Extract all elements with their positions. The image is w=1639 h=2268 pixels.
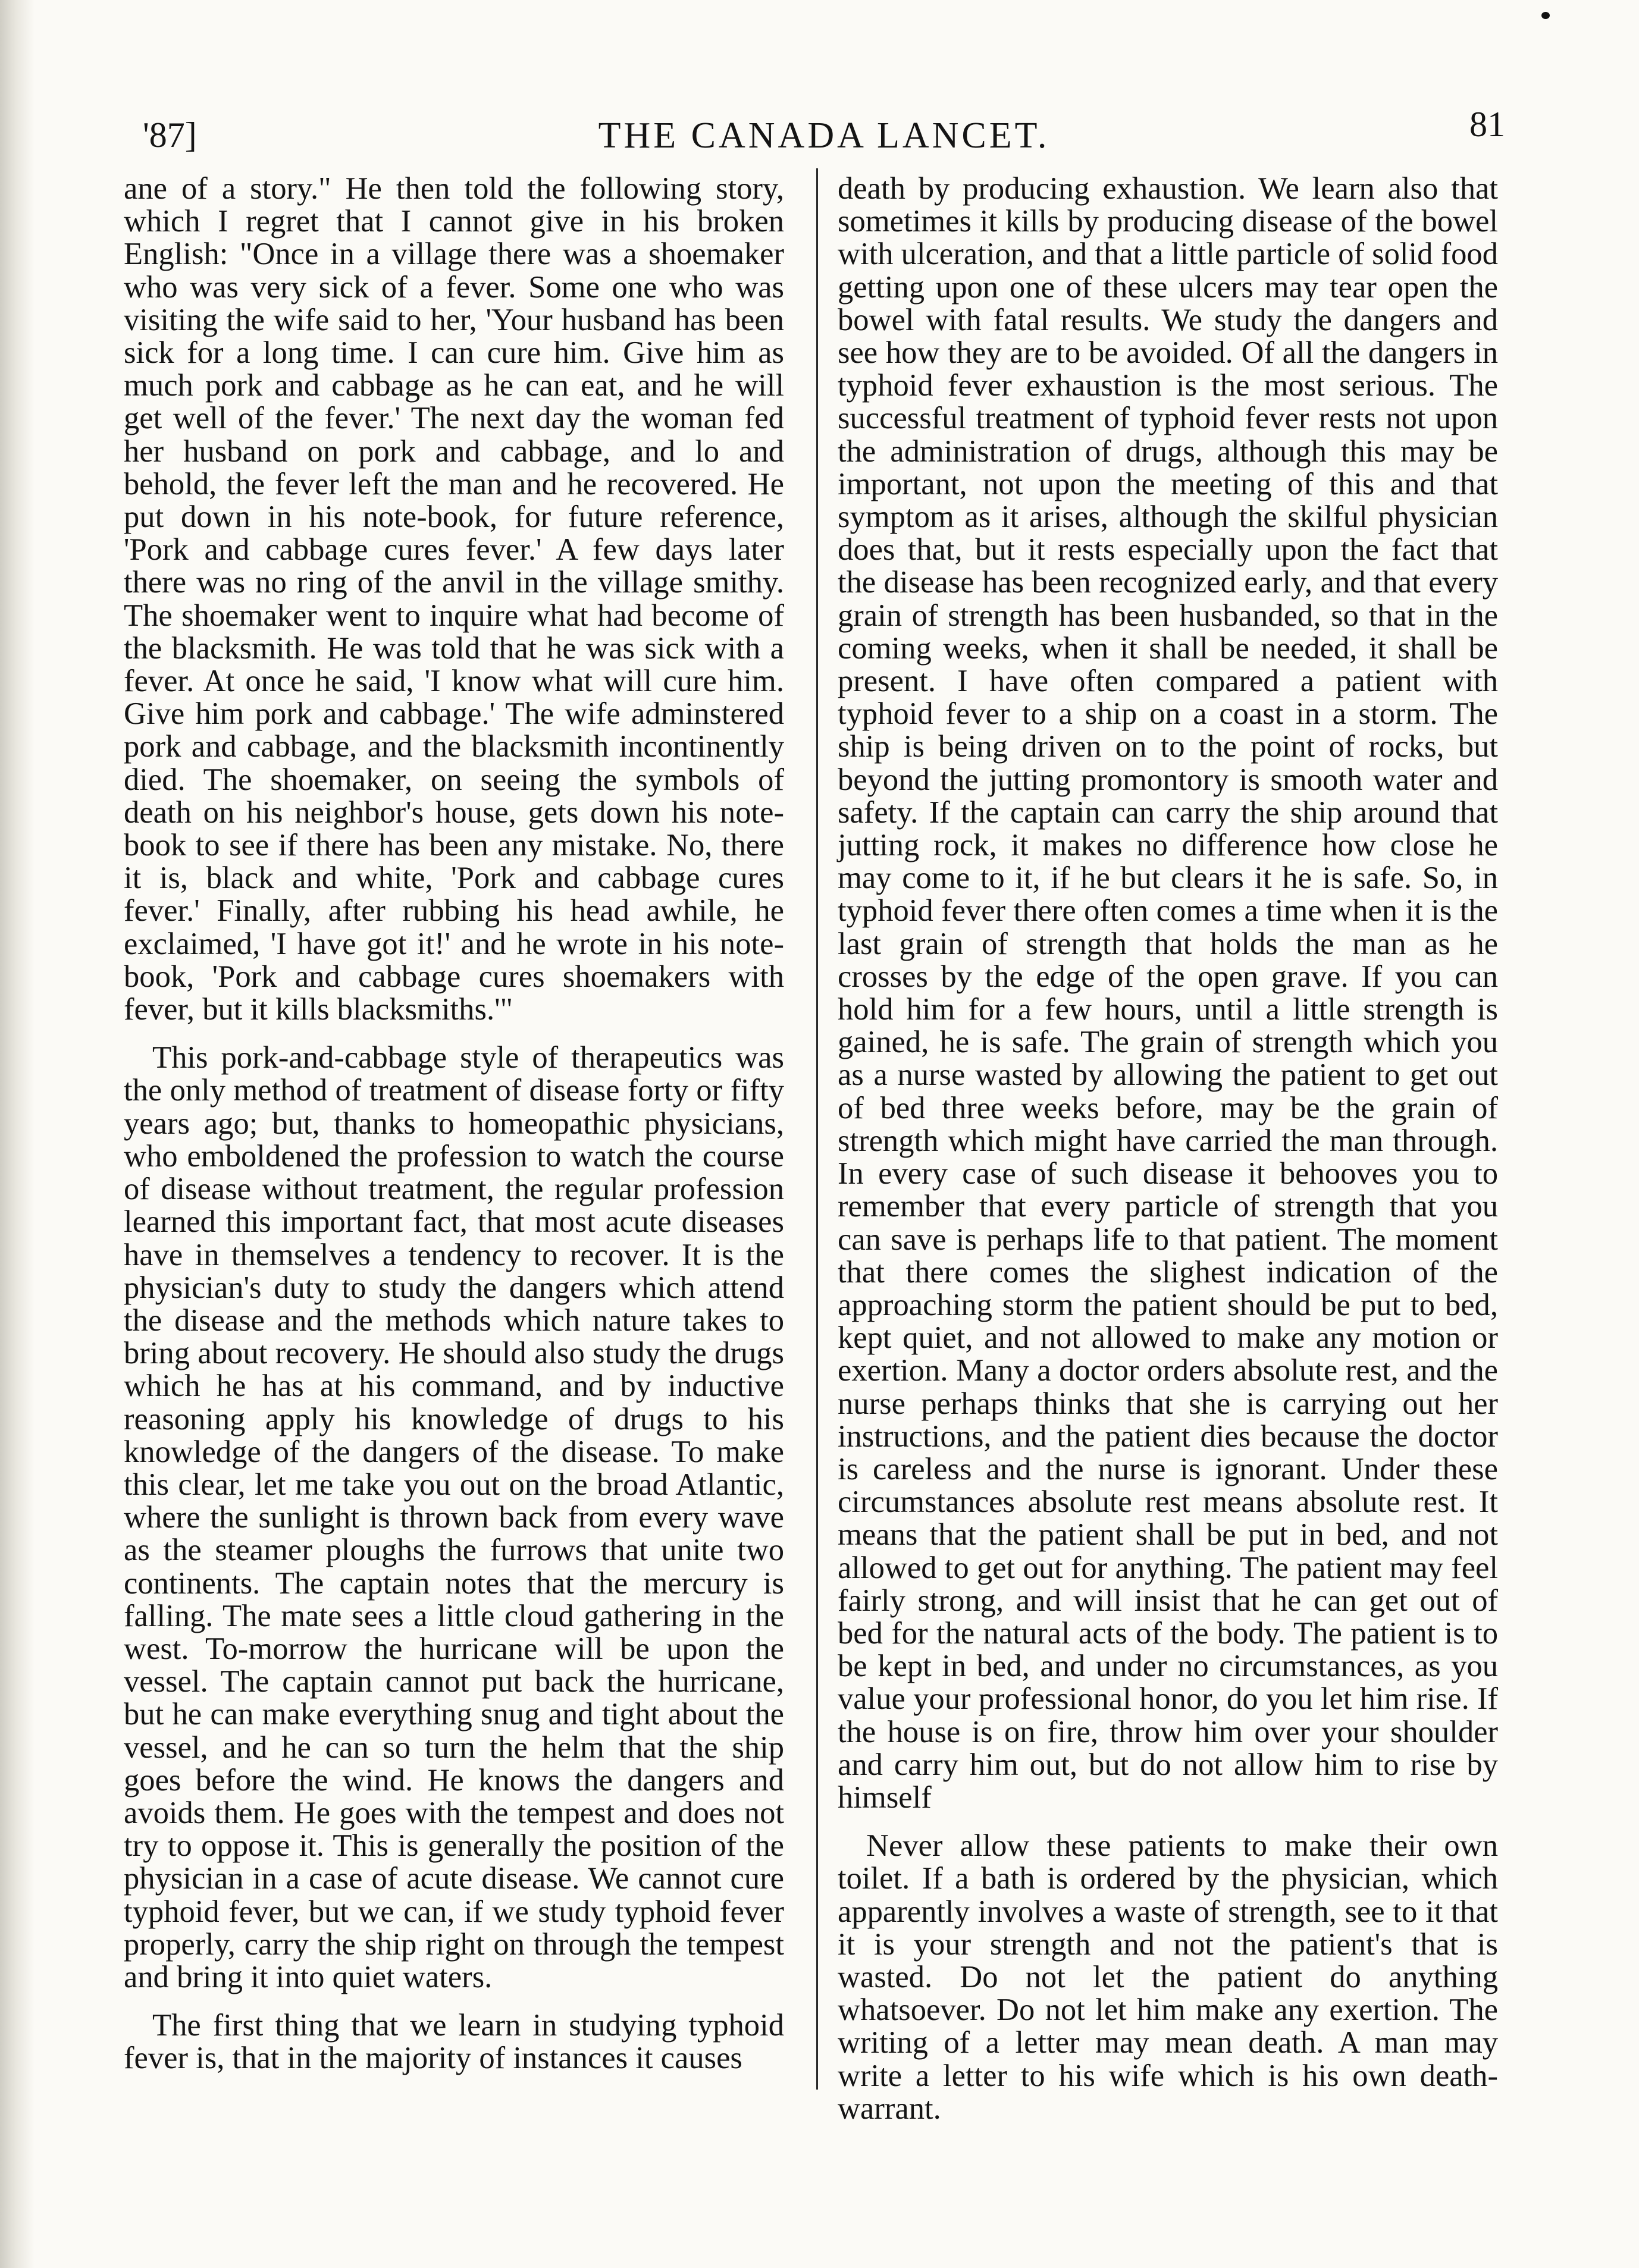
page-edge-shadow (0, 0, 35, 2268)
paragraph-typhoid-intro: The first thing that we learn in studying typhoid fever is, that in the majority of instances it causes (124, 2008, 784, 2076)
paragraph-exhaustion: death by producing exhaustion. We learn also that sometimes it kills by producing disease of the bowel with ulceration, and that a little particle of solid food getting upon one of these ulcers may tear open the bowel with fatal results. We study the dangers and see how they are to be avoided. Of all the dangers in typhoid fever exhaustion is the most serious. The successful treatment of typhoid fever rests not upon the administration of drugs, although this may be important, not upon the meeting of this and that symptom as it arises, although the skilful physician does that, but it rests especially upon the fact that the disease has been recognized early, and that every grain of strength has been husbanded, so that in the coming weeks, when it shall be needed, it shall be present. I have often compared a patient with typhoid fever to a ship on a coast in a storm. The ship is being driven on to the point of rocks, but beyond the jutting promontory is smooth water and safety. If the captain can carry the ship around that jutting rock, it makes no difference how close he may come to it, if he but clears it he is safe. So, in typhoid fever there often comes a time when it is the last grain of strength that holds the man as he crosses by the edge of the open grave. If you can hold him for a few hours, until a little strength is gained, he is safe. The grain of strength which you as a nurse wasted by allowing the patient to get out of bed three weeks before, may be the grain of strength which might have carried the man through. In every case of such disease it behooves you to remember that every particle of strength that you can save is perhaps life to that patient. The moment that there comes the slighest indication of the approaching storm the patient should be put to bed, kept quiet, and not allowed to make any motion or exertion. Many a doctor orders absolute rest, and the nurse perhaps thinks that she is carrying out her instructions, and the patient dies because the doctor is careless and the nurse is ignorant. Under these circumstances absolute rest means absolute rest. It means that the patient shall be put in bed, and not allowed to get out for anything. The patient may feel fairly strong, and will insist that he can get out of bed for the natural acts of the body. The patient is to be kept in bed, and under no circumstances, as you value your professional honor, do you let him rise. If the house is on fire, throw him over your shoulder and carry him out, but do not allow him to rise by himself (838, 171, 1498, 1815)
paragraph-toilet: Never allow these patients to make their own toilet. If a bath is ordered by the physician, which apparently involves a waste of strength, see to it that it is your strength and not the patient's that is wasted. Do not let the patient do anything whatsoever. Do not let him make any exertion. The writing of a letter may mean death. A man may write a letter to his wife which is his own death-warrant. (838, 1828, 1498, 2126)
right-column (838, 172, 1498, 2183)
paragraph-story: ane of a story." He then told the following story, which I regret that I cannot give in his broken English: "Once in a village there was a shoemaker who was very sick of a fever. Some one who was visiting the wife said to her, 'Your husband has been sick for a long time. I can cure him. Give him as much pork and cabbage as he can eat, and he will get well of the fever.' The next day the woman fed her husband on pork and cabbage, and lo and behold, the fever left the man and he recovered. He put down in his note-book, for future reference, 'Pork and cabbage cures fever.' A few days later there was no ring of the anvil in the village smithy. The shoemaker went to inquire what had become of the blacksmith. He was told that he was sick with a fever. At once he said, 'I know what will cure him. Give him pork and cabbage.' The wife adminstered pork and cabbage, and the blacksmith incontinently died. The shoemaker, on seeing the symbols of death on his neighbor's house, gets down his note-book to see if there has been any mistake. No, there it is, black and white, 'Pork and cabbage cures fever.' Finally, after rubbing his head awhile, he exclaimed, 'I have got it!' and he wrote in his note-book, 'Pork and cabbage cures shoemakers with fever, but it kills blacksmiths.'" (124, 171, 784, 1027)
paragraph-therapeutics: This pork-and-cabbage style of therapeutics was the only method of treatment of disease forty or fifty years ago; but, thanks to homeopathic physicians, who emboldened the profession to watch the course of disease without treatment, the regular profession learned this important fact, that most acute diseases have in themselves a tendency to recover. It is the physician's duty to study the dangers which attend the disease and the methods which nature takes to bring about recovery. He should also study the drugs which he has at his command, and by inductive reasoning apply his knowledge of drugs to his knowledge of the dangers of the disease. To make this clear, let me take you out on the broad Atlantic, where the sunlight is thrown back from every wave as the steamer ploughs the furrows that unite two continents. The captain notes that the mercury is falling. The mate sees a little cloud gathering in the west. To-morrow the hurricane will be upon the vessel. The captain cannot put back the hurricane, but he can make everything snug and tight about the vessel, and he can so turn the helm that the ship goes before the wind. He knows the dangers and avoids them. He goes with the tempest and does not try to oppose it. This is generally the position of the physician in a case of acute disease. We cannot cure typhoid fever, but we can, if we study typhoid fever properly, carry the ship right on through the tempest and bring it into quiet waters. (124, 1040, 784, 1994)
left-column (124, 172, 784, 2183)
page-number: 81 (1469, 105, 1505, 144)
ink-speck (1541, 12, 1550, 19)
running-header (143, 104, 1505, 164)
header-year: '87] (143, 115, 197, 155)
column-divider (816, 168, 818, 2090)
journal-title: THE CANADA LANCET. (598, 115, 1050, 156)
